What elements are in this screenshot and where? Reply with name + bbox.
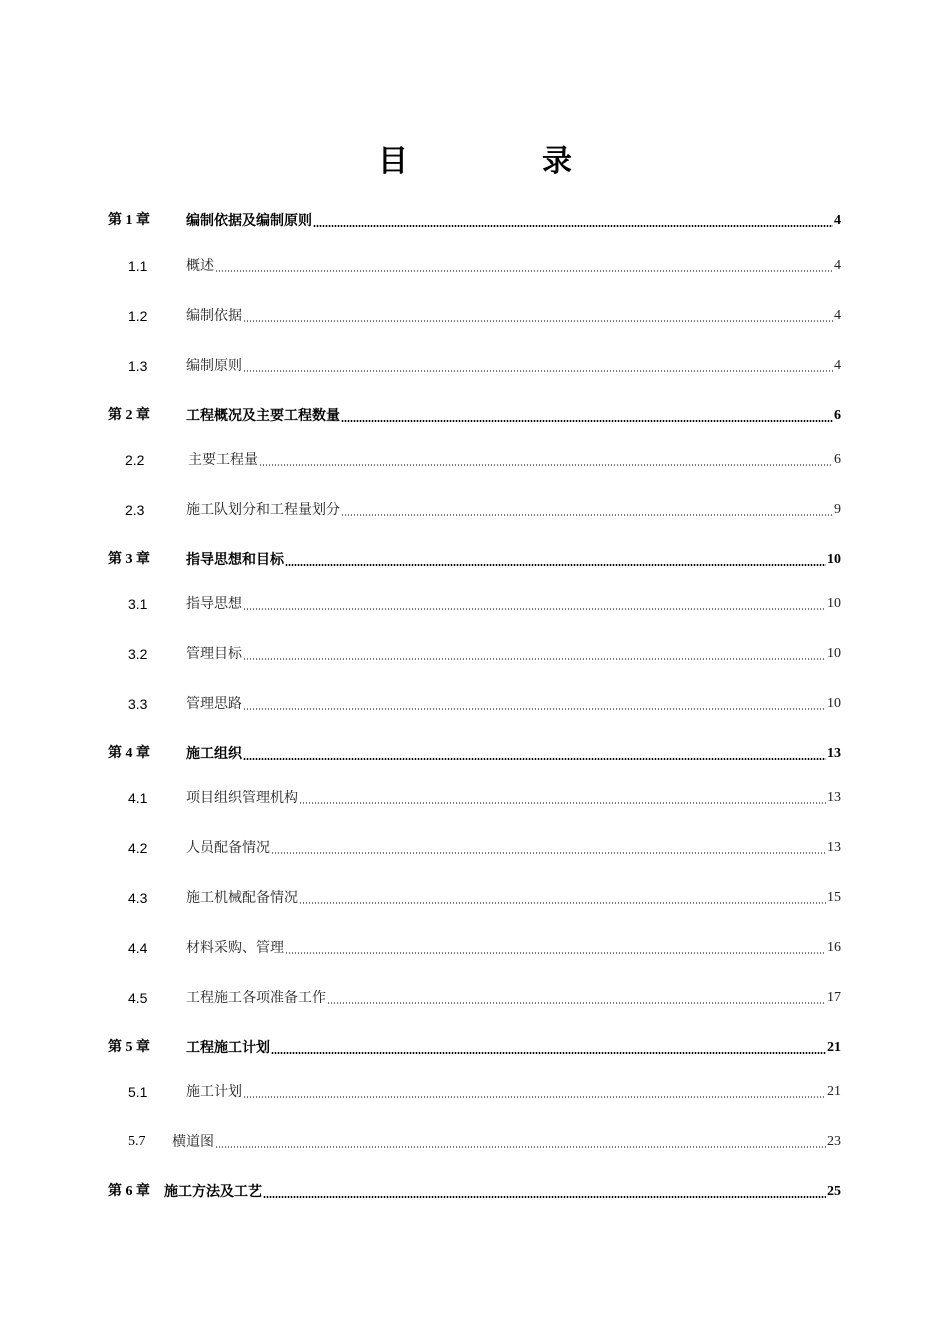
toc-page-number: 4 — [834, 258, 841, 273]
toc-chapter-number: 第 4 章 — [108, 746, 150, 761]
toc-section-number: 1.3 — [128, 358, 148, 374]
toc-leader-dots — [243, 608, 826, 610]
toc-leader-dots — [299, 902, 826, 904]
toc-chapter-row[interactable] — [108, 1037, 841, 1059]
toc-leader-dots — [271, 1052, 826, 1054]
toc-section-number: 3.2 — [128, 646, 148, 662]
toc-section-number: 5.1 — [128, 1084, 148, 1100]
toc-section-row[interactable] — [108, 987, 841, 1009]
toc-page-number: 4 — [834, 213, 841, 228]
toc-section-row[interactable] — [108, 787, 841, 809]
page-title: 目 录 — [378, 144, 624, 179]
toc-section-row[interactable] — [108, 837, 841, 859]
toc-section-label: 编制依据 — [186, 308, 242, 324]
toc-leader-dots — [271, 852, 826, 854]
toc-chapter-row[interactable] — [108, 405, 841, 427]
toc-section-row[interactable] — [108, 449, 841, 471]
toc-section-row[interactable] — [108, 693, 841, 715]
toc-leader-dots — [215, 270, 833, 272]
toc-chapter-row[interactable] — [108, 1181, 841, 1203]
toc-page-number: 15 — [827, 890, 841, 905]
toc-chapter-number: 第 6 章 — [108, 1184, 150, 1199]
toc-section-row[interactable] — [108, 643, 841, 665]
toc-section-number: 4.4 — [128, 940, 148, 956]
toc-section-number: 3.1 — [128, 596, 148, 612]
toc-section-row[interactable] — [108, 1131, 841, 1153]
toc-leader-dots — [243, 708, 826, 710]
toc-page-number: 17 — [827, 990, 841, 1005]
toc-leader-dots — [341, 514, 833, 516]
toc-page-number: 25 — [827, 1184, 841, 1199]
toc-page-number: 13 — [827, 746, 841, 761]
toc-leader-dots — [285, 564, 826, 566]
toc-page-number: 16 — [827, 940, 841, 955]
toc-section-label: 项目组织管理机构 — [186, 790, 298, 806]
toc-section-label: 管理目标 — [186, 646, 242, 662]
toc-section-label: 工程施工各项准备工作 — [186, 990, 326, 1006]
toc-chapter-number: 第 5 章 — [108, 1040, 150, 1055]
toc-chapter-row[interactable] — [108, 210, 841, 232]
toc-section-row[interactable] — [108, 305, 841, 327]
toc-leader-dots — [263, 1196, 826, 1198]
toc-page-number: 6 — [834, 452, 841, 467]
toc-page-number: 9 — [834, 502, 841, 517]
toc-leader-dots — [243, 320, 833, 322]
toc-page-number: 23 — [827, 1134, 841, 1149]
toc-leader-dots — [313, 225, 833, 227]
toc-page-number: 21 — [827, 1040, 841, 1055]
toc-chapter-label: 施工方法及工艺 — [164, 1184, 262, 1200]
toc-page-number: 21 — [827, 1084, 841, 1099]
toc-section-label: 施工计划 — [186, 1084, 242, 1100]
toc-section-number: 1.2 — [128, 308, 148, 324]
toc-section-row[interactable] — [108, 499, 841, 521]
toc-leader-dots — [285, 952, 826, 954]
toc-section-label: 编制原则 — [186, 358, 242, 374]
toc-chapter-number: 第 1 章 — [108, 213, 150, 228]
toc-section-number: 4.1 — [128, 790, 148, 806]
toc-page-number: 10 — [827, 552, 841, 567]
toc-page-number: 10 — [827, 646, 841, 661]
toc-chapter-label: 工程概况及主要工程数量 — [186, 408, 340, 424]
toc-page-number: 13 — [827, 840, 841, 855]
toc-page-number: 10 — [827, 696, 841, 711]
toc-section-number: 1.1 — [128, 258, 148, 274]
toc-leader-dots — [243, 758, 826, 760]
toc-section-number: 2.2 — [125, 452, 145, 468]
toc-chapter-number: 第 2 章 — [108, 408, 150, 423]
toc-chapter-number: 第 3 章 — [108, 552, 150, 567]
toc-chapter-label: 工程施工计划 — [186, 1040, 270, 1056]
toc-leader-dots — [327, 1002, 826, 1004]
toc-section-label: 横道图 — [172, 1134, 214, 1150]
toc-leader-dots — [243, 1096, 826, 1098]
toc-page-number: 4 — [834, 358, 841, 373]
toc-leader-dots — [259, 464, 833, 466]
toc-leader-dots — [341, 420, 833, 422]
toc-section-number: 5.7 — [128, 1134, 146, 1149]
toc-section-label: 管理思路 — [186, 696, 242, 712]
toc-section-number: 4.2 — [128, 840, 148, 856]
toc-page-number: 4 — [834, 308, 841, 323]
toc-chapter-row[interactable] — [108, 549, 841, 571]
toc-section-row[interactable] — [108, 937, 841, 959]
toc-section-number: 4.3 — [128, 890, 148, 906]
toc-section-label: 施工队划分和工程量划分 — [186, 502, 340, 518]
toc-section-label: 施工机械配备情况 — [186, 890, 298, 906]
toc-page-number: 6 — [834, 408, 841, 423]
toc-chapter-row[interactable] — [108, 743, 841, 765]
toc-section-number: 4.5 — [128, 990, 148, 1006]
toc-section-row[interactable] — [108, 355, 841, 377]
toc-section-row[interactable] — [108, 1081, 841, 1103]
toc-section-number: 3.3 — [128, 696, 148, 712]
toc-chapter-label: 指导思想和目标 — [186, 552, 284, 568]
toc-chapter-label: 编制依据及编制原则 — [186, 213, 312, 229]
toc-section-row[interactable] — [108, 255, 841, 277]
toc-page-number: 13 — [827, 790, 841, 805]
toc-leader-dots — [243, 370, 833, 372]
toc-page-number: 10 — [827, 596, 841, 611]
toc-leader-dots — [215, 1146, 826, 1148]
toc-section-label: 主要工程量 — [188, 452, 258, 468]
toc-section-number: 2.3 — [125, 502, 145, 518]
toc-section-label: 人员配备情况 — [186, 840, 270, 856]
toc-section-row[interactable] — [108, 887, 841, 909]
toc-leader-dots — [243, 658, 826, 660]
toc-section-label: 概述 — [186, 258, 214, 274]
toc-section-label: 材料采购、管理 — [186, 940, 284, 956]
toc-leader-dots — [299, 802, 826, 804]
toc-section-row[interactable] — [108, 593, 841, 615]
toc-section-label: 指导思想 — [186, 596, 242, 612]
toc-chapter-label: 施工组织 — [186, 746, 242, 762]
